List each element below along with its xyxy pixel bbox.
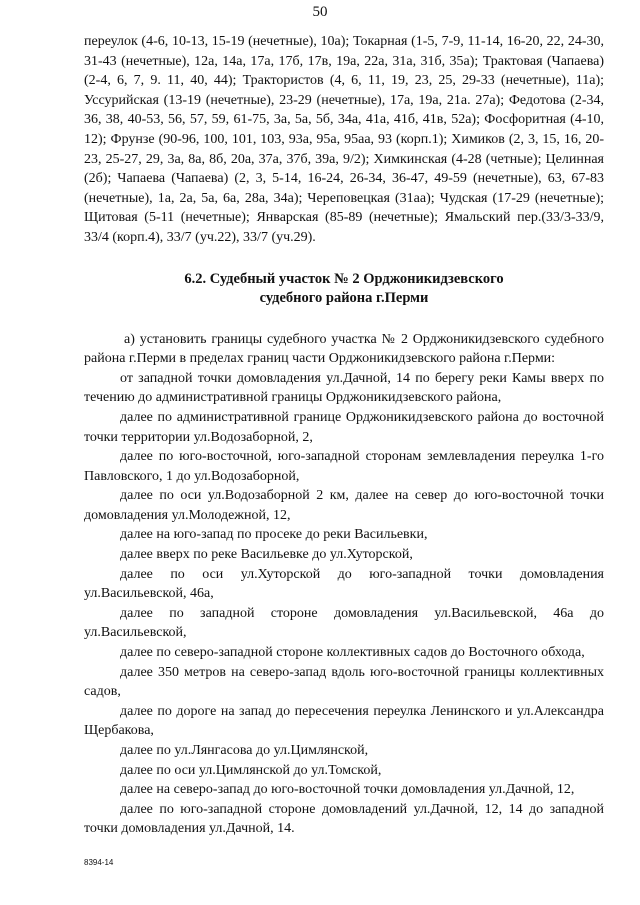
boundary-paragraph: далее 350 метров на северо-запад вдоль юго-восточной границы коллективных садов, bbox=[84, 664, 604, 700]
boundary-paragraph: далее по ул.Лянгасова до ул.Цимлянской, bbox=[120, 743, 369, 758]
document-body bbox=[84, 32, 604, 839]
intro-paragraph: переулок (4-6, 10-13, 15-19 (нечетные), 10а); Токарная (1-5, 7-9, 11-14, 16-20, 22, 24-30, 31-43 (нечетные), 12а, 14а, 17а, 17б, 17в, 19а, 22а, 31а, 31б, 35а); Трактовая (Чапаева) (2-4, 6, 7, 9. 11, 40, 44); Трактористов (4, 6, 11, 19, 23, 25, 29-33 (нечетные), 11а); Уссурийская (13-19 (нечетные), 23-29 (нечетные), 17а, 19а, 21а. 27а); Федотова (2-34, 36, 38, 40-53, 56, 57, 59, 61-75, 3а, 5а, 5б, 34а, 41а, 41б, 41в, 52а); Фосфоритная (4-10, 12); Фрунзе (90-96, 100, 101, 103, 93а, 95а, 95аа, 93 (корп.1); Химиков (2, 3, 15, 16, 20-23, 25-27, 29, 3а, 8а, 8б, 20а, 37а, 37б, 39а, 9/2); Химкинская (4-28 (четные); Целинная (2б); Чапаева (Чапаева) (2, 3, 5-14, 16-24, 26-34, 36-47, 49-59 (нечетные), 63, 67-83 (нечетные), 1а, 2а, 5а, 6а, 28а, 34а); Череповецкая (31аа); Чудская (17-29 (нечетные); Щитовая (5-11 (нечетные); Январская (85-89 (нечетные); Ямальский пер.(33/3-33/9, 33/4 (корп.4), 33/7 (уч.22), 33/7 (уч.29). bbox=[84, 34, 604, 245]
boundary-paragraph: далее на юго-запад по просеке до реки Васильевки, bbox=[120, 527, 428, 543]
boundary-paragraph: далее по дороге на запад до пересечения переулка Ленинского и ул.Александра Щербакова, bbox=[84, 703, 604, 739]
section-heading-line-2: судебного района г.Перми bbox=[259, 289, 429, 306]
boundary-paragraph: далее по юго-восточной, юго-западной сторонам землевладения переулка 1-го Павловского, 1 до ул.Водозаборной, bbox=[84, 449, 604, 484]
section-heading bbox=[84, 270, 604, 308]
boundary-paragraph: далее по оси ул.Водозаборной 2 км, далее на север до юго-восточной точки домовладения ул.Молодежной, 12, bbox=[84, 488, 604, 523]
boundary-paragraph: далее по юго-западной стороне домовладений ул.Дачной, 12, 14 до западной точки домовладения ул.Дачной, 14. bbox=[84, 801, 604, 837]
paragraph-a: а) установить границы судебного участка № 2 Орджоникидзевского судебного района г.Перми в пределах границ части Орджоникидзевского района г.Перми: bbox=[84, 331, 604, 367]
boundary-paragraph: далее по западной стороне домовладения ул.Васильевской, 46а до ул.Васильевской, bbox=[84, 605, 604, 641]
boundary-paragraph: далее по административной границе Орджоникидзевского района до восточной точки территории ул.Водозаборной, 2, bbox=[84, 409, 604, 445]
boundary-paragraph: далее по северо-западной стороне коллективных садов до Восточного обхода, bbox=[120, 645, 585, 661]
boundary-paragraph: далее по оси ул.Цимлянской до ул.Томской, bbox=[120, 762, 382, 778]
boundary-paragraph: далее по оси ул.Хуторской до юго-западной точки домовладения ул.Васильевской, 46а, bbox=[84, 566, 604, 602]
section-heading-line-1: 6.2. Судебный участок № 2 Орджоникидзевского bbox=[184, 270, 504, 287]
document-code: 8394-14 bbox=[84, 858, 114, 867]
page-number: 50 bbox=[312, 4, 328, 20]
boundary-paragraph: от западной точки домовладения ул.Дачной, 14 по берегу реки Камы вверх по течению до административной границы Орджоникидзевского района, bbox=[84, 370, 604, 406]
boundary-paragraph: далее вверх по реке Васильевке до ул.Хуторской, bbox=[120, 547, 413, 563]
boundary-paragraph: далее на северо-запад до юго-восточной точки домовладения ул.Дачной, 12, bbox=[120, 782, 575, 798]
